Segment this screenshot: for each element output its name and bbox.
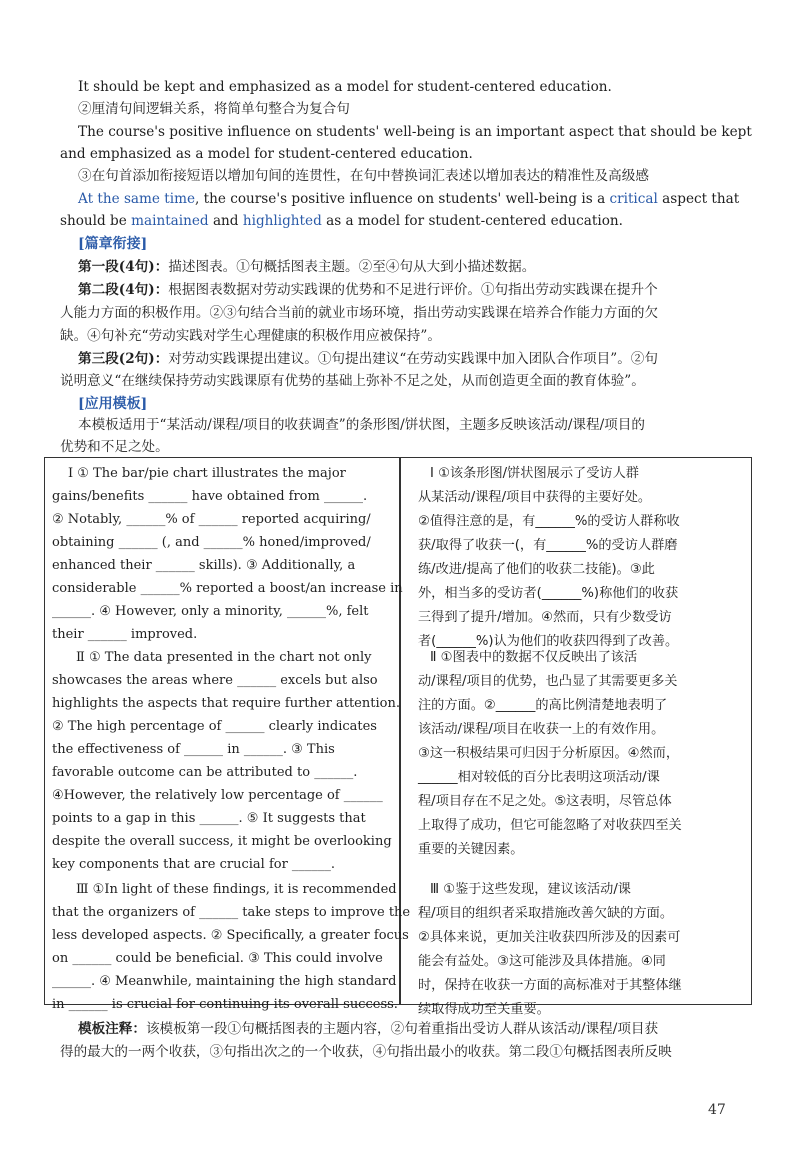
template-line: considerable ______% reported a boost/an increase in [52, 581, 403, 596]
template-line: 获/取得了收获一(，有______%的受访人群磨 [418, 538, 678, 553]
text-line [78, 256, 738, 278]
text-line: The course's positive influence on students' well-being is an important aspect that should be kept [78, 124, 752, 140]
text-line: It should be kept and emphasized as a model for student-centered education. [78, 79, 612, 95]
highlight-word: highlighted [242, 213, 322, 229]
template-line: ② The high percentage of ______ clearly indicates [52, 719, 377, 734]
template-line: ③这一积极结果可归因于分析原因。④然而， [418, 746, 680, 761]
text-line [78, 348, 738, 370]
template-line: 注的方面。②______的高比例清楚地表明了 [418, 698, 668, 713]
text-line: 本模板适用于“某活动/课程/项目的收获调查”的条形图/饼状图，主题多反映该活动/课程/项目的 [78, 417, 645, 433]
template-line: 续取得成功至关重要。 [418, 1002, 550, 1017]
section-heading-link: [篇章衔接] [78, 236, 148, 252]
template-line: 上取得了成功，但它可能忽略了对收获四至关 [418, 818, 682, 833]
text-line: ③在句首添加衔接短语以增加句间的连贯性，在句中替换词汇表述以增加表达的精准性及高级感 [78, 168, 649, 184]
template-line: 能会有益处。③这可能涉及具体措施。④同 [418, 954, 666, 969]
template-line: ______. ④ However, only a minority, ______%, felt [52, 604, 369, 619]
text-line: 得的最大的一两个收获，③句指出次之的一个收获，④句指出最小的收获。第二段①句概括图表所反映 [60, 1044, 672, 1060]
template-line: 练/改进/提高了他们的收获二技能)。③此 [418, 562, 655, 577]
template-line: 重要的关键因素。 [418, 842, 524, 857]
text-line: and emphasized as a model for student-centered education. [60, 146, 473, 162]
text-span: should be [60, 213, 132, 229]
text-span: 根据图表数据对劳动实践课的优势和不足进行评价。①句指出劳动实践课在提升个 [168, 282, 658, 298]
section-heading-template: [应用模板] [78, 396, 148, 412]
template-line: ______. ④ Meanwhile, maintaining the high standard [52, 974, 397, 989]
text-line [78, 188, 738, 210]
para-label: 第三段(2句)： [78, 351, 169, 367]
highlight-word: critical [609, 191, 658, 207]
template-line: their ______ improved. [52, 627, 198, 642]
text-line [60, 210, 720, 232]
template-line: Ⅲ ①鉴于这些发现，建议该活动/课 [430, 882, 631, 897]
template-line: highlights the aspects that require further attention. [52, 696, 400, 711]
highlight-phrase: At the same time [78, 191, 196, 207]
para-label: 第一段(4句)： [78, 259, 169, 275]
template-line: ②具体来说，更加关注收获四所涉及的因素可 [418, 930, 681, 945]
template-line: the effectiveness of ______ in ______. ③ This [52, 742, 335, 757]
template-line: ④However, the relatively low percentage of ______ [52, 788, 383, 803]
text-span: and [208, 213, 243, 229]
text-line [78, 1018, 738, 1040]
template-line: 程/项目存在不足之处。⑤这表明，尽管总体 [418, 794, 672, 809]
template-line: Ⅰ ① The bar/pie chart illustrates the major [68, 466, 346, 481]
template-line: ______相对较低的百分比表明这项活动/课 [418, 770, 660, 785]
template-line: Ⅱ ①图表中的数据不仅反映出了该活 [430, 650, 638, 665]
template-line: obtaining ______ (, and ______% honed/improved/ [52, 535, 371, 550]
template-line: despite the overall success, it might be overlooking [52, 834, 392, 849]
template-line: Ⅲ ①In light of these findings, it is recommended [76, 882, 397, 897]
template-line: less developed aspects. ② Specifically, a greater focus [52, 928, 409, 943]
para-label: 第二段(4句)： [78, 282, 169, 298]
text-line: 说明意义“在继续保持劳动实践课原有优势的基础上弥补不足之处，从而创造更全面的教育体验”。 [60, 373, 645, 389]
template-line: ② Notably, ______% of ______ reported acquiring/ [52, 512, 371, 527]
template-line: favorable outcome can be attributed to ______. [52, 765, 358, 780]
template-line: Ⅰ ①该条形图/饼状图展示了受访人群 [430, 466, 639, 481]
highlight-word: maintained [131, 213, 209, 229]
template-line: in ______ is crucial for continuing its overall success. [52, 997, 398, 1012]
text-line: 优势和不足之处。 [60, 439, 169, 455]
text-line: ②厘清句间逻辑关系，将简单句整合为复合句 [78, 101, 350, 117]
template-line: that the organizers of ______ take steps to improve the [52, 905, 411, 920]
template-line: 三得到了提升/增加。④然而，只有少数受访 [418, 610, 672, 625]
text-line [78, 279, 738, 301]
text-line: 缺。④句补充“劳动实践对学生心理健康的积极作用应被保持”。 [60, 328, 441, 344]
page-number: 47 [708, 1102, 726, 1118]
text-span: , the course's positive influence on students' well-being is a [195, 191, 610, 207]
template-line: 动/课程/项目的优势，也凸显了其需要更多关 [418, 674, 678, 689]
template-line: 从某活动/课程/项目中获得的主要好处。 [418, 490, 652, 505]
template-line: key components that are crucial for ______. [52, 857, 336, 872]
text-span: 描述图表。①句概括图表主题。②至④句从大到小描述数据。 [168, 259, 536, 275]
text-span: as a model for student-centered education. [321, 213, 623, 229]
text-span: 对劳动实践课提出建议。①句提出建议“在劳动实践课中加入团队合作项目”。②句 [168, 351, 658, 367]
template-line: 程/项目的组织者采取措施改善欠缺的方面。 [418, 906, 674, 921]
template-line: gains/benefits ______ have obtained from ______. [52, 489, 368, 504]
text-line: 人能力方面的积极作用。②③句结合当前的就业市场环境，指出劳动实践课在培养合作能力方面的欠 [60, 305, 659, 321]
notes-label: 模板注释： [78, 1021, 146, 1037]
template-line: 外，相当多的受访者(______%)称他们的收获 [418, 586, 679, 601]
template-line: 时，保持在收获一方面的高标准对于其整体继 [418, 978, 682, 993]
template-line: enhanced their ______ skills). ③ Additionally, a [52, 558, 356, 573]
text-span: 该模板第一段①句概括图表的主题内容，②句着重指出受访人群从该活动/课程/项目获 [145, 1021, 659, 1037]
template-line: points to a gap in this ______. ⑤ It suggests that [52, 811, 366, 826]
template-line: Ⅱ ① The data presented in the chart not only [76, 650, 372, 665]
template-line: showcases the areas where ______ excels but also [52, 673, 378, 688]
template-line: 该活动/课程/项目在收获一上的有效作用。 [418, 722, 665, 737]
template-line: on ______ could be beneficial. ③ This could involve [52, 951, 383, 966]
template-line: ②值得注意的是，有______%的受访人群称收 [418, 514, 680, 529]
text-span: aspect that [657, 191, 740, 207]
template-line: 者(______%)认为他们的收获四得到了改善。 [418, 634, 679, 649]
